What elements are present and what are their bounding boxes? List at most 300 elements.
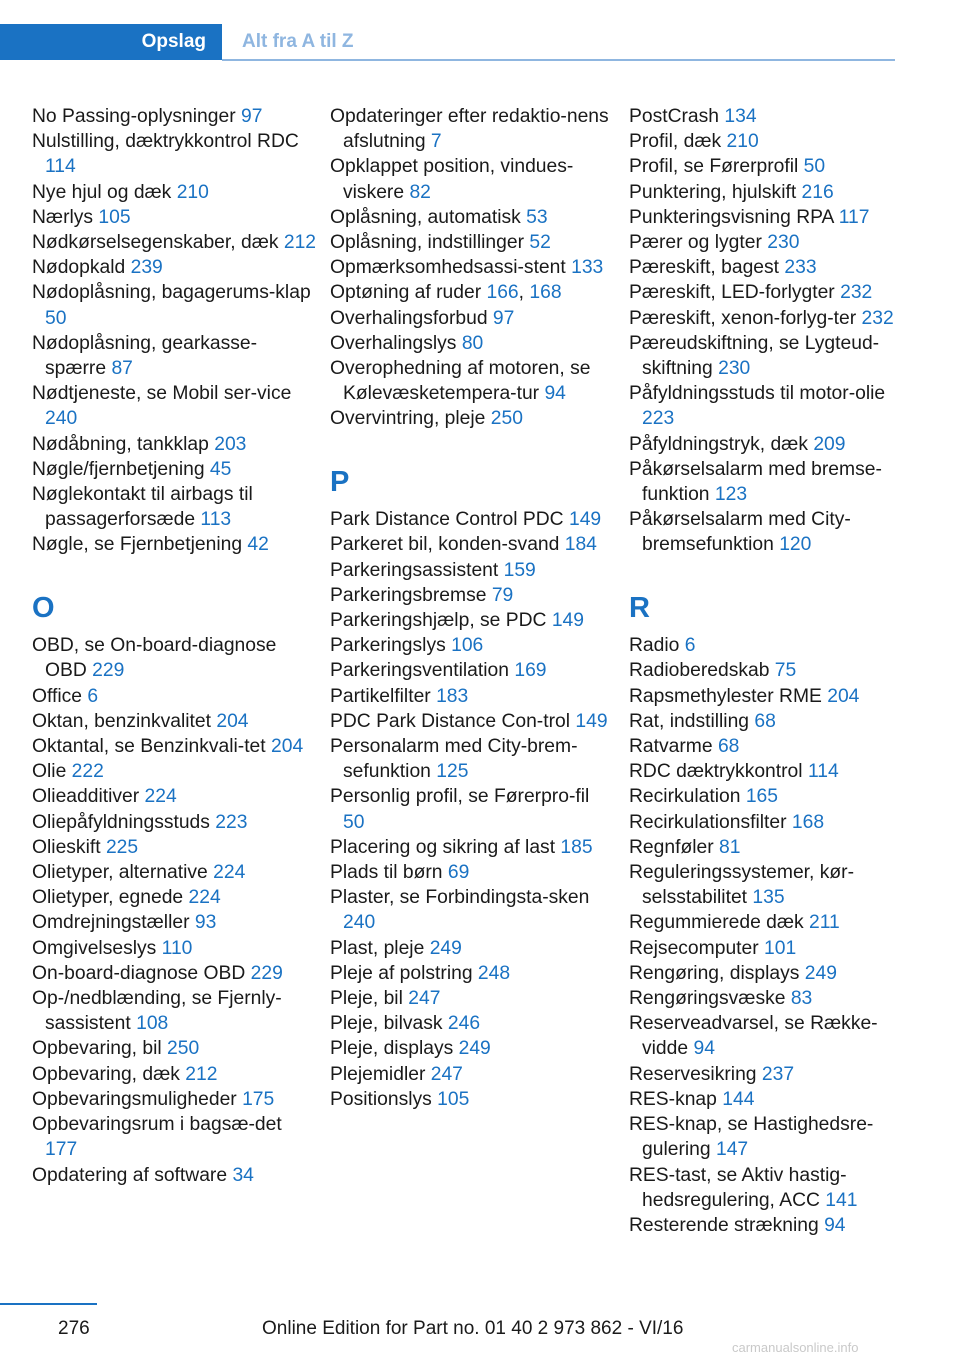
index-entry bbox=[330, 104, 615, 154]
page-link[interactable]: 185 bbox=[560, 836, 593, 858]
entry-text: Påkørselsalarm med bremse-funktion bbox=[629, 458, 882, 506]
entry-text: Parkeret bil, konden-svand bbox=[330, 534, 560, 556]
index-entry bbox=[629, 255, 899, 280]
page-link[interactable]: 229 bbox=[92, 660, 125, 682]
page-link[interactable]: 211 bbox=[809, 912, 840, 934]
page-link[interactable]: 82 bbox=[409, 181, 431, 203]
index-entry bbox=[330, 709, 615, 734]
index-entry bbox=[330, 608, 615, 633]
index-entry bbox=[629, 1062, 899, 1087]
page-link[interactable]: 204 bbox=[271, 736, 304, 758]
index-entry bbox=[330, 684, 615, 709]
page-link[interactable]: 184 bbox=[564, 534, 597, 556]
entry-text: Regnføler bbox=[629, 836, 714, 858]
entry-text: Oplåsning, indstillinger bbox=[330, 232, 524, 254]
entry-text: Omgivelseslys bbox=[32, 937, 157, 959]
page-link[interactable]: 230 bbox=[767, 232, 800, 254]
page-link[interactable]: 97 bbox=[492, 307, 515, 329]
entry-text: Parkeringshjælp, se PDC bbox=[330, 610, 547, 632]
page-link[interactable]: 204 bbox=[827, 685, 860, 707]
page-link[interactable]: 233 bbox=[784, 257, 817, 279]
page-link[interactable]: 166 bbox=[486, 282, 519, 304]
page-link[interactable]: 113 bbox=[200, 509, 232, 531]
index-entry bbox=[32, 432, 317, 457]
entry-text: Punkteringsvisning RPA bbox=[629, 206, 834, 228]
index-entry bbox=[32, 734, 317, 759]
page-link[interactable]: 159 bbox=[503, 559, 536, 581]
entry-text: Påfyldningstryk, dæk bbox=[629, 433, 808, 455]
index-entry bbox=[330, 583, 615, 608]
page-link[interactable]: 123 bbox=[714, 484, 748, 506]
entry-text: Parkeringsassistent bbox=[330, 559, 499, 581]
index-entry bbox=[629, 180, 899, 205]
index-column-2 bbox=[330, 104, 615, 1112]
page-link[interactable]: 52 bbox=[529, 232, 551, 254]
index-entry bbox=[629, 835, 899, 860]
index-entry bbox=[330, 356, 615, 406]
index-entry bbox=[32, 1036, 317, 1061]
page-link[interactable]: 165 bbox=[745, 786, 778, 808]
index-entry bbox=[330, 1062, 615, 1087]
entry-text: Overophedning af motoren, se Kølevæsketempera-tur bbox=[330, 358, 591, 405]
entry-text: Pæreudskiftning, se Lygteud-skiftning bbox=[629, 332, 880, 380]
index-entry bbox=[629, 633, 899, 658]
entry-text: Punktering, hjulskift bbox=[629, 181, 797, 203]
index-entry bbox=[32, 532, 317, 557]
page-link[interactable]: 50 bbox=[803, 156, 826, 178]
index-entry bbox=[32, 230, 317, 255]
index-entry bbox=[629, 1011, 899, 1061]
index-entry bbox=[32, 482, 317, 532]
entry-text: Olie bbox=[32, 761, 67, 783]
entry-text: Parkeringsventilation bbox=[330, 660, 509, 682]
entry-text: Nye hjul og dæk bbox=[32, 181, 172, 203]
index-entry bbox=[330, 961, 615, 986]
tab-opslag[interactable]: Opslag bbox=[0, 24, 222, 60]
page-link[interactable]: 125 bbox=[436, 761, 469, 783]
entry-text: Radioberedskab bbox=[629, 660, 770, 682]
page-link[interactable]: 248 bbox=[477, 962, 511, 984]
page-link[interactable]: 114 bbox=[807, 761, 839, 783]
entry-text: Park Distance Control PDC bbox=[330, 509, 564, 531]
index-column-1 bbox=[32, 104, 317, 1188]
entry-text: Regummierede dæk bbox=[629, 912, 804, 934]
page-link[interactable]: 232 bbox=[861, 307, 894, 329]
entry-text: RDC dæktrykkontrol bbox=[629, 761, 803, 783]
index-entry bbox=[32, 633, 317, 683]
edition-note: Online Edition for Part no. 01 40 2 973 862 - VI/16 bbox=[262, 1318, 684, 1339]
page-link[interactable]: 175 bbox=[242, 1088, 275, 1110]
index-entry bbox=[629, 986, 899, 1011]
page-link[interactable]: 53 bbox=[526, 206, 548, 228]
index-entry bbox=[32, 835, 317, 860]
entry-text: Opbevaringsmuligheder bbox=[32, 1088, 237, 1110]
entry-text: Opklappet position, vindues-viskere bbox=[330, 156, 574, 203]
index-entry bbox=[32, 936, 317, 961]
page-link[interactable]: 183 bbox=[436, 685, 469, 707]
index-entry bbox=[32, 810, 317, 835]
page-link[interactable]: 246 bbox=[447, 1013, 481, 1035]
page-link[interactable]: 240 bbox=[45, 408, 78, 430]
entry-text: Parkeringsbremse bbox=[330, 584, 487, 606]
entry-text: Pleje af polstring bbox=[330, 962, 473, 984]
entry-text: No Passing-oplysninger bbox=[32, 106, 236, 127]
page-link[interactable]: 209 bbox=[813, 433, 846, 455]
page-link[interactable]: 250 bbox=[490, 408, 523, 430]
page-link[interactable]: 147 bbox=[715, 1139, 749, 1161]
index-entry bbox=[330, 205, 615, 230]
index-entry bbox=[32, 104, 317, 129]
entry-text: Overhalingsforbud bbox=[330, 307, 488, 329]
entry-text: Opbevaring, dæk bbox=[32, 1063, 180, 1085]
page-link[interactable]: 249 bbox=[458, 1038, 491, 1060]
tab-alt-fra-a-til-z[interactable]: Alt fra A til Z bbox=[242, 31, 354, 52]
page-link[interactable]: 6 bbox=[87, 685, 99, 707]
index-entry bbox=[32, 961, 317, 986]
page-link[interactable]: 106 bbox=[451, 635, 484, 657]
index-entry bbox=[330, 306, 615, 331]
page-link[interactable]: 210 bbox=[726, 131, 759, 153]
index-entry bbox=[629, 205, 899, 230]
page-number: 276 bbox=[58, 1318, 90, 1339]
index-entry bbox=[32, 129, 317, 179]
index-entry bbox=[629, 684, 899, 709]
entry-text: Resterende strækning bbox=[629, 1214, 819, 1236]
entry-text: Nødkørselsegenskaber, dæk bbox=[32, 232, 279, 254]
entry-text: Ratvarme bbox=[629, 736, 713, 758]
section-gap bbox=[330, 432, 615, 457]
index-entry bbox=[629, 457, 899, 507]
page-link[interactable]: 239 bbox=[130, 257, 163, 279]
index-entry bbox=[32, 910, 317, 935]
entry-text: PDC Park Distance Con-trol bbox=[330, 710, 571, 732]
page-link[interactable]: 105 bbox=[98, 206, 131, 228]
page-link[interactable]: 68 bbox=[754, 710, 776, 732]
section-gap bbox=[32, 558, 317, 583]
index-entry bbox=[629, 810, 899, 835]
index-entry bbox=[330, 835, 615, 860]
index-entry bbox=[629, 961, 899, 986]
page-link[interactable]: 94 bbox=[693, 1038, 715, 1060]
index-column-3 bbox=[629, 104, 899, 1238]
entry-text: Oliepåfyldningsstuds bbox=[32, 811, 210, 833]
page-link[interactable]: 50 bbox=[45, 307, 67, 329]
index-entry bbox=[32, 1062, 317, 1087]
page-link[interactable]: 105 bbox=[437, 1088, 470, 1110]
index-entry bbox=[330, 1036, 615, 1061]
entry-text: RES-tast, se Aktiv hastig-hedsregulering, ACC bbox=[629, 1164, 847, 1211]
index-entry bbox=[330, 658, 615, 683]
page-link[interactable]: 114 bbox=[45, 156, 76, 178]
page-link[interactable]: 168 bbox=[529, 282, 562, 304]
page-link[interactable]: 34 bbox=[232, 1164, 254, 1186]
page-link[interactable]: 216 bbox=[801, 181, 834, 203]
entry-text: Olietyper, alternative bbox=[32, 862, 208, 884]
entry-text: Opbevaringsrum i bagsæ-det bbox=[32, 1114, 282, 1136]
entry-text: Oktantal, se Benzinkvali-tet bbox=[32, 736, 266, 758]
page-link[interactable]: 68 bbox=[717, 736, 740, 758]
entry-text: Pleje, displays bbox=[330, 1038, 454, 1060]
page-link[interactable]: 110 bbox=[161, 937, 193, 959]
page-link[interactable]: 229 bbox=[250, 962, 283, 984]
entry-text: Pæreskift, xenon-forlyg-ter bbox=[629, 307, 857, 329]
page-link[interactable]: 212 bbox=[185, 1063, 218, 1085]
entry-text: Reguleringssystemer, kør-selsstabilitet bbox=[629, 862, 855, 909]
entry-text: Plast, pleje bbox=[330, 937, 425, 959]
entry-text: Personlig profil, se Førerpro-fil bbox=[330, 786, 590, 808]
footer-rule bbox=[0, 1303, 97, 1305]
page-link[interactable]: 204 bbox=[216, 710, 249, 732]
page-link[interactable]: 168 bbox=[791, 811, 825, 833]
index-entry bbox=[32, 860, 317, 885]
entry-text: PostCrash bbox=[629, 106, 720, 127]
index-entry bbox=[629, 910, 899, 935]
index-entry bbox=[32, 255, 317, 280]
page-link[interactable]: 108 bbox=[136, 1013, 169, 1035]
index-entry bbox=[629, 658, 899, 683]
page-link[interactable]: 177 bbox=[45, 1139, 78, 1161]
page-link[interactable]: 249 bbox=[804, 962, 837, 984]
entry-text: OBD, se On-board-diagnose OBD bbox=[32, 635, 277, 682]
section-letter: P bbox=[330, 465, 350, 498]
page-link[interactable]: 240 bbox=[343, 912, 376, 934]
entry-text: Nødoplåsning, gearkasse-spærre bbox=[32, 332, 258, 380]
page-link[interactable]: 222 bbox=[71, 761, 104, 783]
entry-text: Pleje, bil bbox=[330, 988, 403, 1010]
page-link[interactable]: 94 bbox=[824, 1214, 846, 1236]
entry-text: Opmærksomhedsassi-stent bbox=[330, 257, 566, 279]
page-link[interactable]: 223 bbox=[642, 408, 675, 430]
index-entry bbox=[629, 734, 899, 759]
index-entry bbox=[32, 280, 317, 330]
index-entry bbox=[330, 936, 615, 961]
index-entry bbox=[32, 331, 317, 381]
entry-text: Parkeringslys bbox=[330, 635, 446, 657]
index-entry bbox=[330, 1011, 615, 1036]
index-entry bbox=[32, 457, 317, 482]
page-link[interactable]: 42 bbox=[247, 534, 269, 556]
index-entry bbox=[629, 759, 899, 784]
entry-text: Rapsmethylester RME bbox=[629, 685, 822, 707]
section-tabs bbox=[0, 24, 895, 62]
page-link[interactable]: 93 bbox=[194, 912, 217, 934]
page-link[interactable]: 7 bbox=[430, 131, 442, 153]
entry-text: Recirkulationsfilter bbox=[629, 811, 787, 833]
entry-text: Olieadditiver bbox=[32, 786, 140, 808]
index-entry bbox=[330, 406, 615, 431]
page-link[interactable]: 133 bbox=[571, 257, 604, 279]
page-link[interactable]: 69 bbox=[447, 862, 470, 884]
index-entry bbox=[32, 684, 317, 709]
entry-text: RES-knap, se Hastighedsre-gulering bbox=[629, 1114, 874, 1161]
index-entry bbox=[32, 1163, 317, 1188]
page-link[interactable]: 117 bbox=[838, 206, 870, 228]
page-link[interactable]: 83 bbox=[790, 988, 813, 1010]
index-entry bbox=[330, 507, 615, 532]
entry-text: Rat, indstilling bbox=[629, 710, 750, 732]
index-entry bbox=[629, 1163, 899, 1213]
entry-text: Opdateringer efter redaktio-nens afslutning bbox=[330, 106, 609, 153]
entry-text: Nøgle/fjernbetjening bbox=[32, 458, 205, 480]
index-entry bbox=[32, 986, 317, 1036]
entry-text: Oplåsning, automatisk bbox=[330, 206, 521, 228]
page-link[interactable]: 135 bbox=[752, 887, 785, 909]
index-entry bbox=[330, 734, 615, 784]
index-entry bbox=[330, 230, 615, 255]
entry-text: Nulstilling, dæktrykkontrol RDC bbox=[32, 131, 299, 153]
entry-text: Office bbox=[32, 685, 83, 707]
entry-text: Reserveadvarsel, se Række-vidde bbox=[629, 1013, 878, 1060]
index-entry bbox=[32, 1112, 317, 1162]
page-link[interactable]: 141 bbox=[825, 1189, 858, 1211]
page-link[interactable]: 247 bbox=[430, 1063, 463, 1085]
entry-text: RES-knap bbox=[629, 1088, 717, 1110]
entry-text: Olietyper, egnede bbox=[32, 887, 184, 909]
index-entry bbox=[32, 205, 317, 230]
entry-text: Positionslys bbox=[330, 1088, 432, 1110]
index-entry bbox=[330, 860, 615, 885]
page-link[interactable]: 225 bbox=[105, 836, 139, 858]
entry-text: Op-/nedblænding, se Fjernly-sassistent bbox=[32, 988, 282, 1035]
index-entry bbox=[629, 381, 899, 431]
index-entry bbox=[629, 936, 899, 961]
index-entry bbox=[32, 885, 317, 910]
page-link[interactable]: 149 bbox=[568, 509, 602, 531]
entry-text: Plaster, se Forbindingsta-sken bbox=[330, 887, 590, 909]
entry-text: Recirkulation bbox=[629, 786, 741, 808]
entry-text: Profil, se Førerprofil bbox=[629, 156, 799, 178]
index-entry bbox=[629, 129, 899, 154]
entry-text: Overvintring, pleje bbox=[330, 408, 486, 430]
entry-text: Pæreskift, LED-forlygter bbox=[629, 282, 835, 304]
index-entry bbox=[330, 154, 615, 204]
index-entry bbox=[629, 784, 899, 809]
index-entry bbox=[330, 784, 615, 834]
index-entry bbox=[629, 280, 899, 305]
page-link[interactable]: 144 bbox=[722, 1088, 755, 1110]
entry-text: Reservesikring bbox=[629, 1063, 757, 1085]
section-letter: R bbox=[629, 591, 650, 624]
entry-text: Rejsecomputer bbox=[629, 937, 759, 959]
page-link[interactable]: 224 bbox=[188, 887, 221, 909]
entry-text: Profil, dæk bbox=[629, 131, 722, 153]
index-entry bbox=[330, 986, 615, 1011]
page-link[interactable]: 149 bbox=[551, 610, 584, 632]
page-link[interactable]: 134 bbox=[724, 106, 757, 127]
entry-text: Plejemidler bbox=[330, 1063, 426, 1085]
entry-text: On-board-diagnose OBD bbox=[32, 962, 246, 984]
index-entry bbox=[330, 255, 615, 280]
entry-text: Rengøring, displays bbox=[629, 962, 800, 984]
page-link[interactable]: 6 bbox=[684, 635, 696, 657]
index-entry bbox=[629, 432, 899, 457]
page-link[interactable]: 81 bbox=[719, 836, 741, 858]
page-link[interactable]: 80 bbox=[461, 332, 484, 354]
page-link[interactable]: 212 bbox=[283, 232, 317, 254]
entry-text: Nødoplåsning, bagagerums-klap bbox=[32, 282, 311, 304]
page-link[interactable]: 203 bbox=[214, 433, 247, 455]
index-entry bbox=[330, 633, 615, 658]
page-link[interactable]: 232 bbox=[840, 282, 873, 304]
entry-text: Omdrejningstæller bbox=[32, 912, 190, 934]
entry-text: Personalarm med City-brem-sefunktion bbox=[330, 736, 578, 783]
index-entry bbox=[629, 230, 899, 255]
entry-text: Pleje, bilvask bbox=[330, 1013, 443, 1035]
index-entry bbox=[330, 532, 615, 557]
entry-text: Overhalingslys bbox=[330, 332, 457, 354]
page-link[interactable]: 79 bbox=[491, 584, 514, 606]
entry-text: Nøglekontakt til airbags til passagerforsæde bbox=[32, 484, 253, 531]
entry-text: Nøgle, se Fjernbetjening bbox=[32, 534, 243, 556]
index-entry bbox=[32, 1087, 317, 1112]
index-entry bbox=[629, 507, 899, 557]
entry-text: Rengøringsvæske bbox=[629, 988, 786, 1010]
entry-text: Oktan, benzinkvalitet bbox=[32, 710, 211, 732]
section-gap bbox=[629, 558, 899, 583]
page-link[interactable]: 224 bbox=[213, 862, 246, 884]
index-entry bbox=[629, 306, 899, 331]
entry-text: Placering og sikring af last bbox=[330, 836, 556, 858]
entry-text: Partikelfilter bbox=[330, 685, 431, 707]
entry-text: Olieskift bbox=[32, 836, 101, 858]
entry-text: Nødåbning, tankklap bbox=[32, 433, 209, 455]
index-entry bbox=[32, 709, 317, 734]
page-link[interactable]: 50 bbox=[343, 811, 365, 833]
page-link[interactable]: 97 bbox=[241, 106, 263, 127]
index-entry bbox=[32, 180, 317, 205]
page-link[interactable]: 75 bbox=[774, 660, 797, 682]
page-link[interactable]: 120 bbox=[779, 534, 812, 556]
index-entry bbox=[330, 558, 615, 583]
page-link[interactable]: 87 bbox=[111, 358, 133, 380]
page-link[interactable]: 149 bbox=[575, 710, 608, 732]
index-entry bbox=[32, 784, 317, 809]
index-entry bbox=[330, 331, 615, 356]
page-link[interactable]: 237 bbox=[761, 1063, 795, 1085]
entry-text: Radio bbox=[629, 635, 680, 657]
entry-text: Påkørselsalarm med City-bremsefunktion bbox=[629, 509, 851, 556]
page-link[interactable]: 250 bbox=[167, 1038, 200, 1060]
page-link[interactable]: 210 bbox=[176, 181, 209, 203]
page-link[interactable]: 45 bbox=[209, 458, 232, 480]
index-entry bbox=[330, 1087, 615, 1112]
entry-text: Nødopkald bbox=[32, 257, 126, 279]
index-entry bbox=[32, 759, 317, 784]
page-link[interactable]: 223 bbox=[215, 811, 248, 833]
entry-text: Påfyldningsstuds til motor-olie bbox=[629, 383, 886, 405]
entry-text: Opdatering af software bbox=[32, 1164, 228, 1186]
section-letter: O bbox=[32, 591, 55, 624]
index-entry bbox=[629, 709, 899, 734]
entry-text: Pæreskift, bagest bbox=[629, 257, 780, 279]
page-link[interactable]: 94 bbox=[544, 383, 566, 405]
watermark: carmanualsonline.info bbox=[732, 1340, 859, 1355]
index-entry bbox=[629, 1213, 899, 1238]
page-link[interactable]: 101 bbox=[764, 937, 797, 959]
page-link[interactable]: 169 bbox=[514, 660, 547, 682]
page-link[interactable]: 249 bbox=[429, 937, 462, 959]
index-entry bbox=[330, 885, 615, 935]
page-link[interactable]: 247 bbox=[408, 988, 441, 1010]
index-entry: Optøning af ruder 166, 168 bbox=[330, 282, 562, 304]
index-entry bbox=[629, 1087, 899, 1112]
entry-text: Nødtjeneste, se Mobil ser-vice bbox=[32, 383, 292, 405]
page-link[interactable]: 230 bbox=[718, 358, 751, 380]
index-entry bbox=[629, 331, 899, 381]
page-link[interactable]: 224 bbox=[144, 786, 177, 808]
index-entry bbox=[629, 1112, 899, 1162]
entry-text: Plads til børn bbox=[330, 862, 443, 884]
